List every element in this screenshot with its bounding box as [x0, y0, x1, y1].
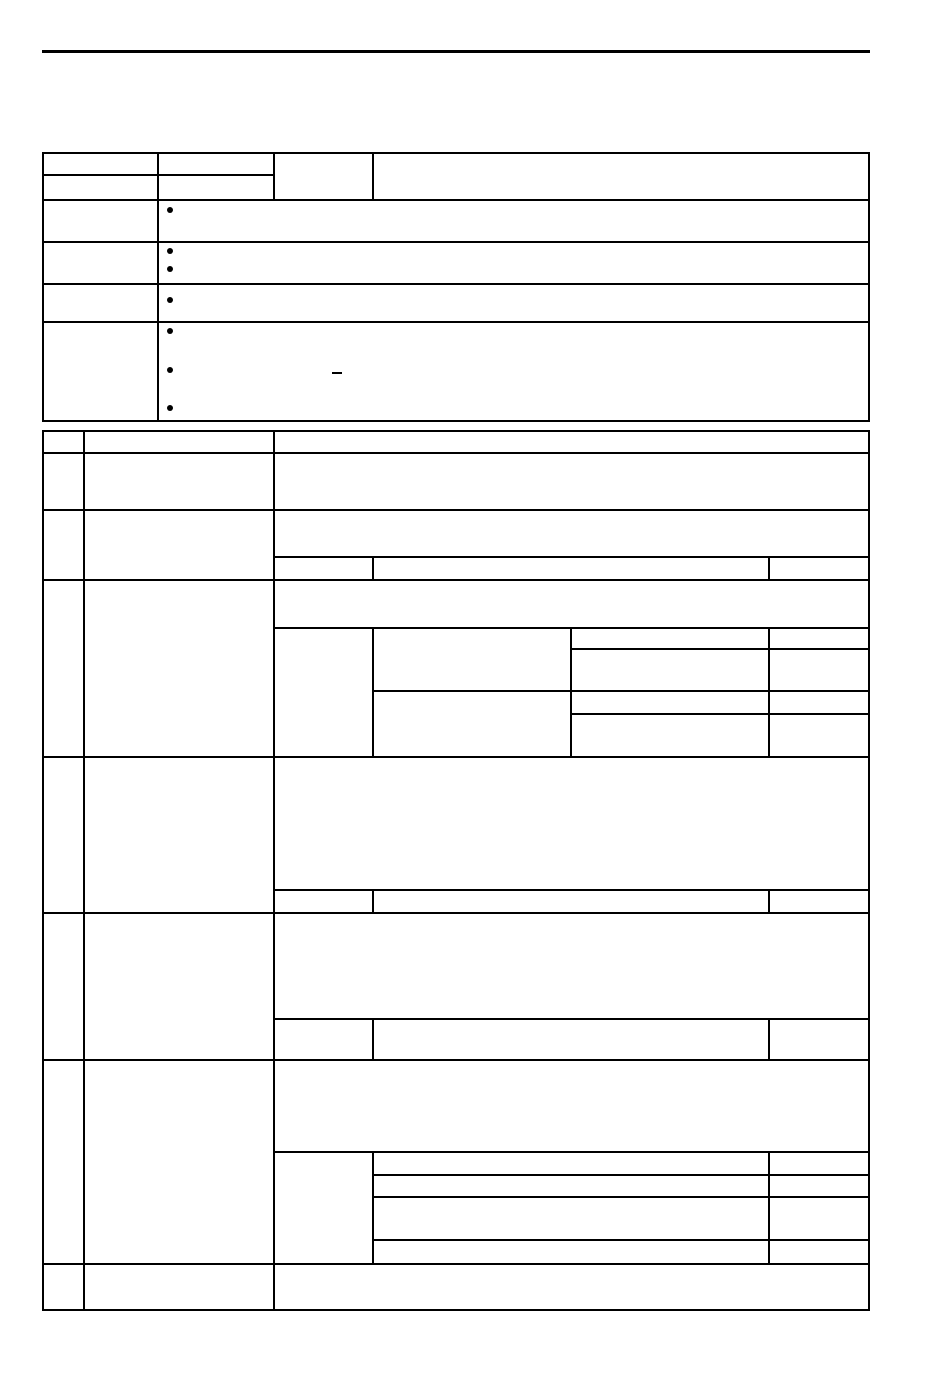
bullet-icon — [167, 297, 173, 303]
subtable-divider — [372, 556, 374, 580]
bullet-icon — [167, 405, 173, 411]
bullet-icon — [167, 367, 173, 373]
bullet-icon — [167, 266, 173, 272]
subtable-line — [274, 1151, 869, 1153]
subtable-divider — [372, 889, 374, 913]
subtable-line — [372, 1174, 869, 1176]
info-row-separator — [42, 199, 870, 201]
subtable-line — [274, 889, 869, 891]
step-row-separator — [42, 509, 870, 511]
subtable-divider — [372, 627, 374, 757]
subtable-divider — [768, 627, 770, 757]
subtable-line — [274, 556, 869, 558]
step-row-separator — [42, 756, 870, 758]
info-label-divider — [157, 200, 159, 421]
info-row-separator — [42, 283, 870, 285]
subtable-line — [372, 690, 869, 692]
subtable-line — [570, 713, 869, 715]
subtable-divider — [372, 1151, 374, 1264]
step-row-separator — [42, 912, 870, 914]
steps-table-border — [42, 430, 870, 1311]
info-row-separator — [42, 241, 870, 243]
subtable-line — [372, 1239, 869, 1241]
info-header-divider — [157, 152, 159, 200]
subtable-divider — [768, 1018, 770, 1060]
steps-column-divider — [273, 430, 275, 1310]
bullet-icon — [167, 207, 173, 213]
step-row-separator — [42, 1059, 870, 1061]
dash-mark — [332, 372, 342, 374]
subtable-line — [372, 1196, 869, 1198]
steps-header-line — [42, 452, 870, 454]
step-row-separator — [42, 579, 870, 581]
subtable-divider — [768, 556, 770, 580]
bullet-icon — [167, 248, 173, 254]
info-table-border — [42, 152, 870, 422]
steps-column-divider — [83, 430, 85, 1310]
subtable-divider — [372, 1018, 374, 1060]
info-row-separator — [42, 321, 870, 323]
subtable-line — [274, 1018, 869, 1020]
info-header-divider — [273, 152, 275, 200]
info-header-divider — [372, 152, 374, 200]
step-row-separator — [42, 1263, 870, 1265]
page-header-rule — [42, 50, 870, 53]
subtable-divider — [768, 1151, 770, 1264]
subtable-line — [570, 648, 869, 650]
bullet-icon — [167, 328, 173, 334]
subtable-divider — [768, 889, 770, 913]
subtable-line — [274, 627, 869, 629]
subtable-divider — [570, 627, 572, 757]
